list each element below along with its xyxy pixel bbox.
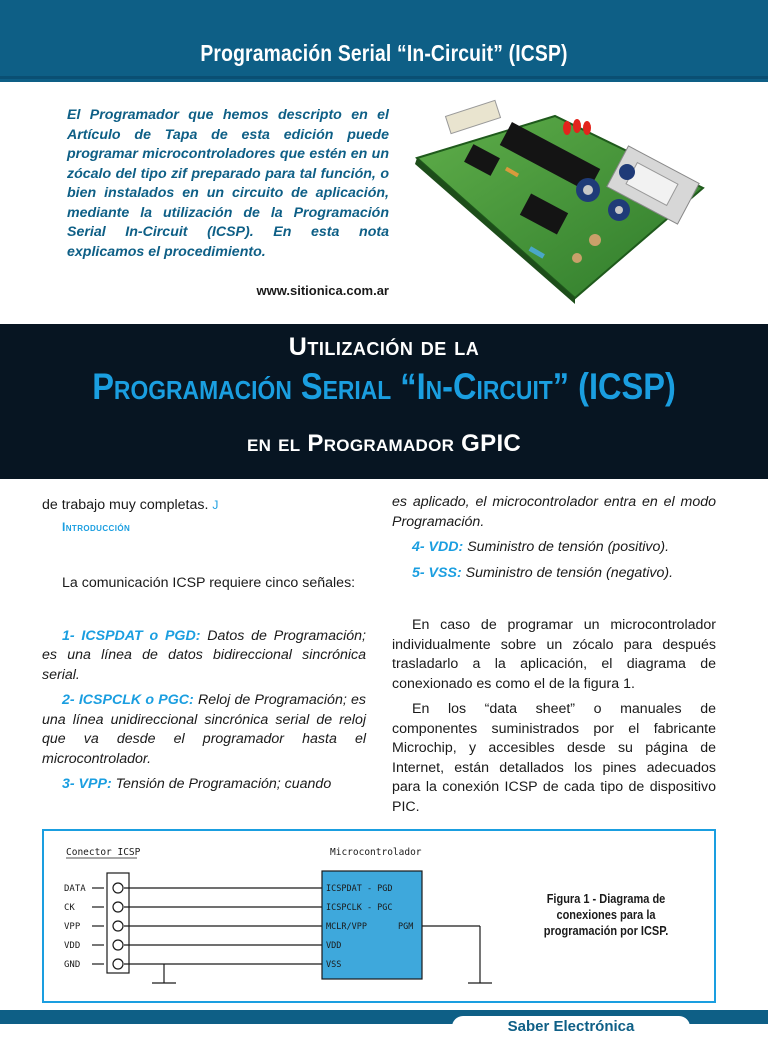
conn-pin-label-0: DATA bbox=[64, 884, 86, 894]
signal-item-2-label: 2- ICSPCLK o PGC: bbox=[62, 692, 194, 708]
signal-item-3 bbox=[42, 775, 366, 795]
conn-pin-label-4: GND bbox=[64, 960, 81, 970]
pgm-pin-label: PGM bbox=[398, 922, 414, 932]
previous-article-end bbox=[42, 496, 366, 516]
signal-item-2 bbox=[42, 691, 366, 769]
column-left bbox=[42, 496, 366, 795]
intro-paragraph-signals: La comunicación ICSP requiere cinco señales: bbox=[62, 575, 356, 591]
signal-item-4-label: 4- VDD: bbox=[412, 539, 464, 555]
signal-item-1-label: 1- ICSPDAT o PGD: bbox=[62, 627, 201, 644]
connector-label: Conector ICSP bbox=[66, 847, 141, 858]
signal-item-5-label: 5- VSS: bbox=[412, 564, 462, 581]
micro-pin-label-3: VDD bbox=[326, 941, 342, 951]
website-link[interactable]: www.sitionica.com.ar bbox=[256, 283, 389, 298]
signal-item-5 bbox=[392, 564, 716, 584]
article-title-line3: en el Programador GPIC bbox=[246, 430, 522, 457]
conn-pin-label-1: CK bbox=[64, 903, 75, 913]
signal-item-3-label: 3- VPP: bbox=[62, 776, 112, 792]
connector-pin-1 bbox=[113, 902, 123, 912]
article-title-line2: Programación Serial “In-Circuit” (ICSP) bbox=[92, 366, 676, 407]
connector-pin-3 bbox=[113, 940, 123, 950]
micro-pin-label-4: VSS bbox=[326, 960, 342, 970]
intro-paragraph: El Programador que hemos descripto en el Artículo de Tapa de esta edición puede programar microcontroladores que estén en un zócalo del tipo zif preparado para tal función, o bien instalados en un circuito de aplicación, mediante la utilización de la Programación Serial In-Circuit (ICSP). En esta nota explicamos el procedimiento. bbox=[67, 107, 389, 260]
micro-pin-label-2: MCLR/VPP bbox=[326, 922, 367, 932]
end-mark: J bbox=[212, 498, 219, 512]
programmer-board-photo bbox=[405, 98, 705, 304]
conn-pin-label-2: VPP bbox=[64, 922, 81, 932]
signal-item-4-text: Suministro de tensión (positivo). bbox=[467, 539, 670, 555]
micro-pin-label-0: ICSPDAT - PGD bbox=[326, 884, 393, 894]
section-heading-text: Introducción bbox=[62, 519, 131, 534]
conn-pin-label-3: VDD bbox=[64, 941, 81, 951]
micro-pin-label-1: ICSPCLK - PGC bbox=[326, 903, 393, 913]
signal-item-4 bbox=[392, 538, 716, 558]
connector-pin-labels bbox=[64, 884, 86, 970]
section-heading bbox=[42, 518, 366, 538]
signal-item-1 bbox=[42, 627, 366, 686]
socket-paragraph: En caso de programar un microcontrolador individualmente sobre un zócalo para después trasladarlo a la aplicación, el diagrama de conexionado es como el de la figura 1. bbox=[392, 617, 716, 692]
footer-magazine-name: Saber Electrónica bbox=[452, 1016, 690, 1038]
connector-pin-4 bbox=[113, 959, 123, 969]
connector-pin-0 bbox=[113, 883, 123, 893]
article-title-line1: Utilización de la bbox=[288, 333, 480, 361]
figure-caption: Figura 1 - Diagrama de conexiones para la programación por ICSP. bbox=[543, 892, 669, 938]
micro-label: Microcontrolador bbox=[330, 847, 422, 858]
connector-pin-2 bbox=[113, 921, 123, 931]
signal-item-1-text: Datos de Programación; es una línea de datos bidireccional sincrónica serial. bbox=[42, 627, 366, 683]
signal-item-2-text: Reloj de Programación; es una línea unidireccional sincrónica serial de reloj que va desde el programador hasta el microcontrolador. bbox=[42, 692, 366, 767]
datasheet-paragraph: En los “data sheet” o manuales de componentes suministrados por el fabricante Microchip, y accesibles desde su página de Internet, están detallados los pines adecuados para la conexión ICSP de cada tipo de dispositivo PIC. bbox=[392, 701, 716, 815]
previous-article-text: de trabajo muy completas. bbox=[42, 497, 209, 513]
signal-item-3-continued: es aplicado, el microcontrolador entra en el modo Programación. bbox=[392, 494, 716, 530]
header-rule bbox=[0, 76, 768, 79]
wires bbox=[92, 888, 492, 983]
header-title: Programación Serial “In-Circuit” (ICSP) bbox=[200, 40, 568, 66]
column-right bbox=[392, 493, 716, 817]
signal-item-5-text: Suministro de tensión (negativo). bbox=[465, 564, 674, 581]
signal-item-3-text: Tensión de Programación; cuando bbox=[115, 776, 332, 792]
